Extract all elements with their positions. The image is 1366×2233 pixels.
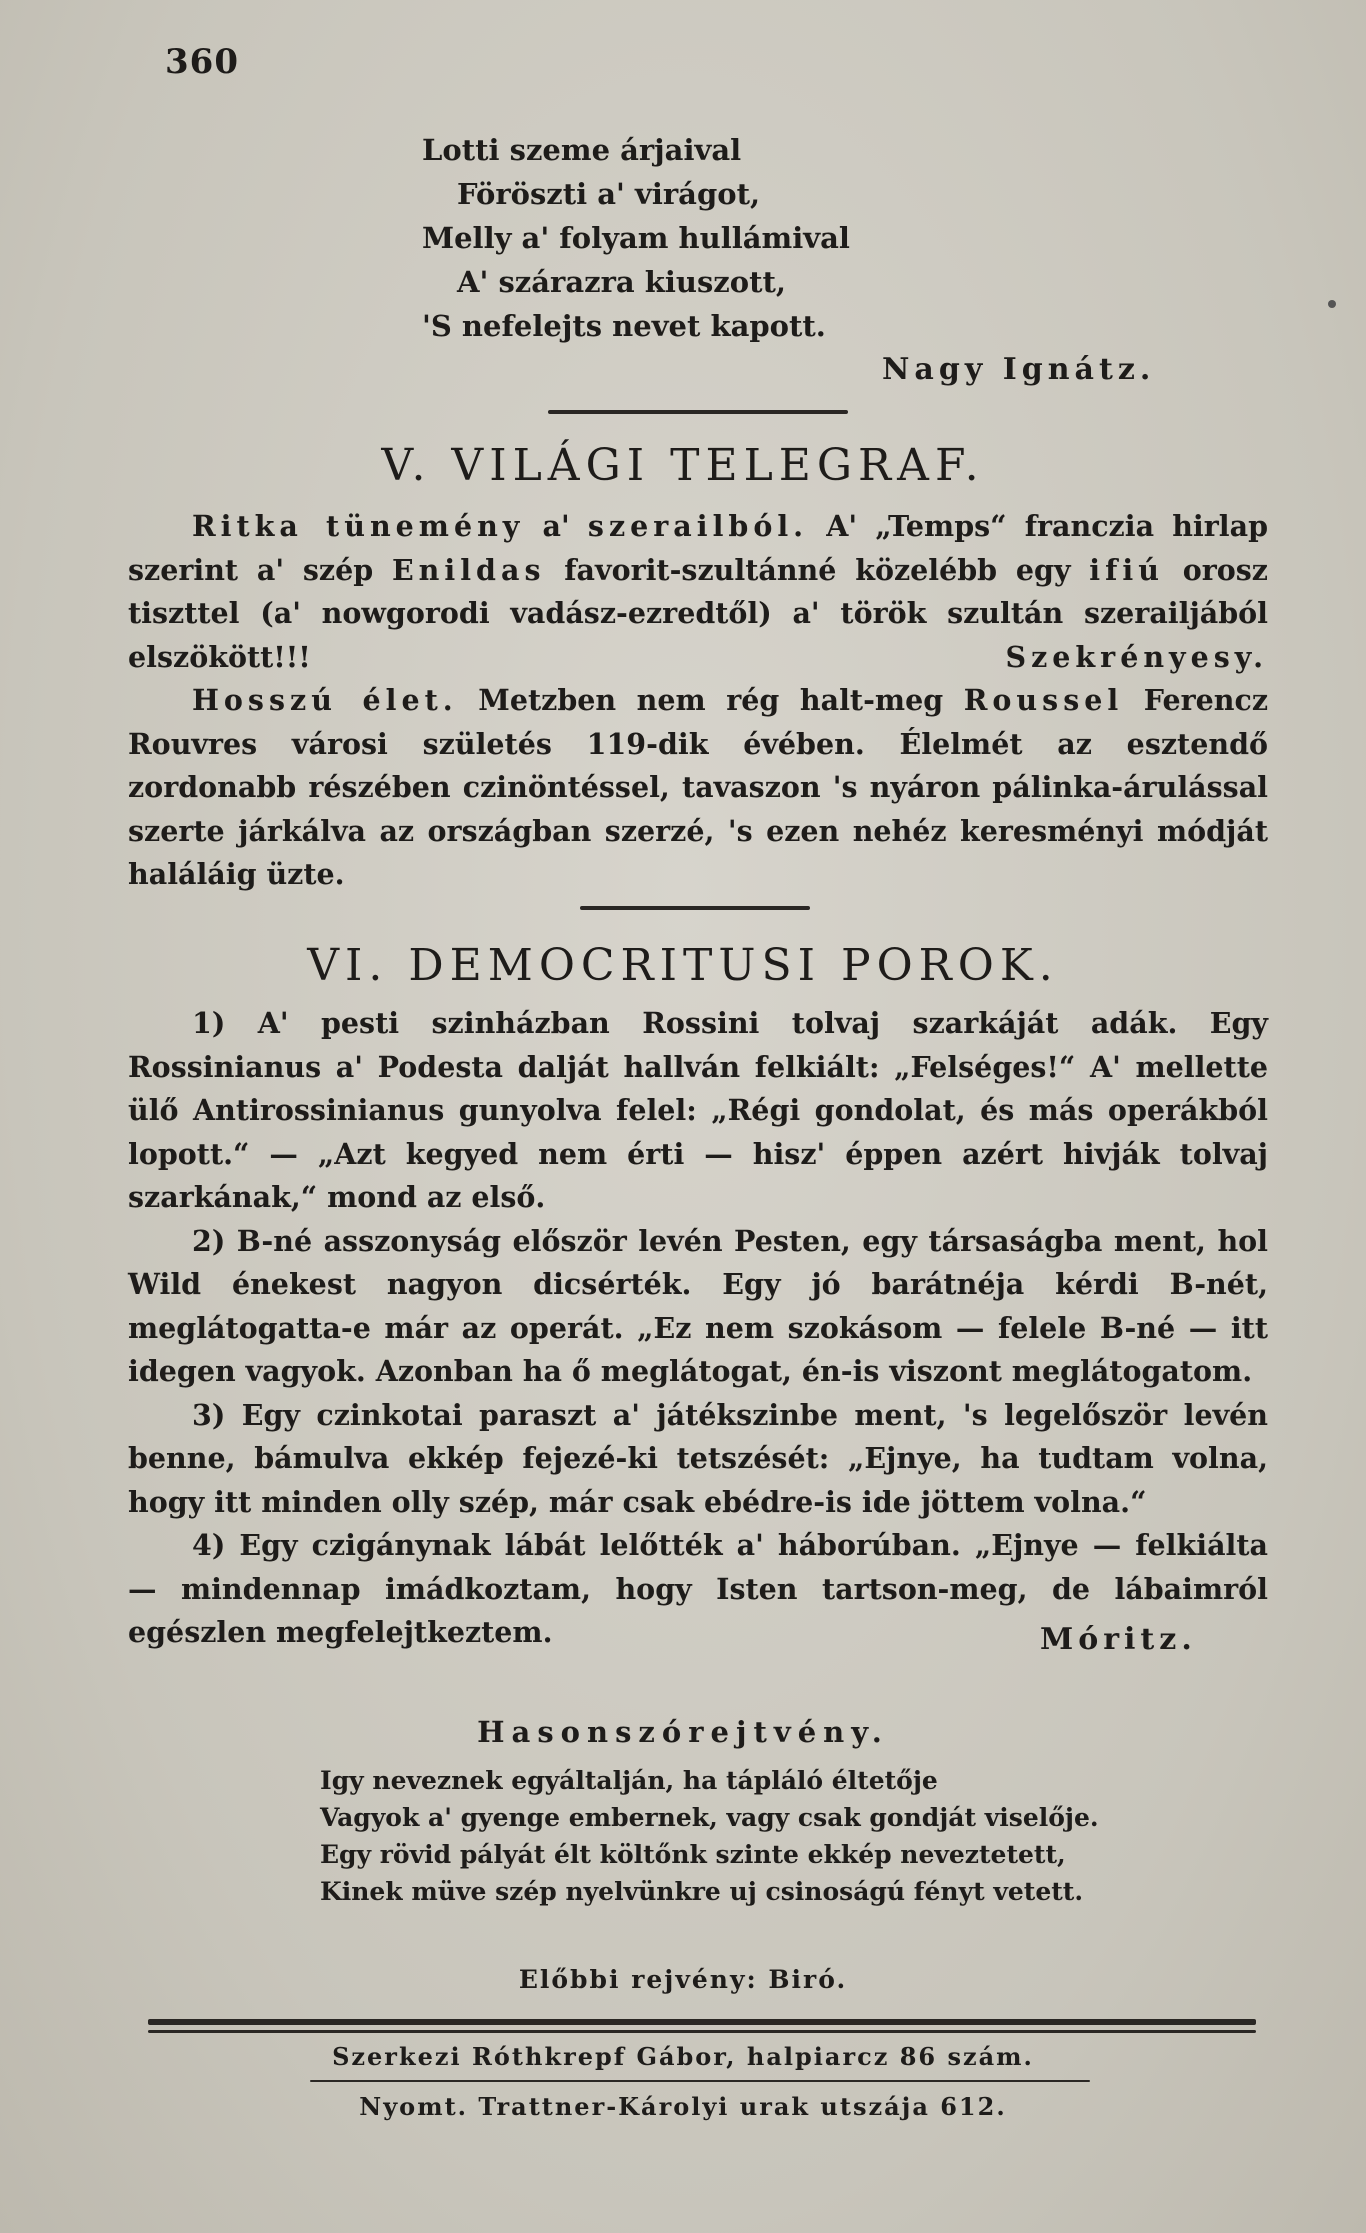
item-text: ifiú xyxy=(1089,552,1164,587)
item-lead: Hosszú élet. xyxy=(192,683,458,717)
anecdote: 4) Egy czigánynak lábát lelőtték a' háborúban. „Ejnye — felkiálta — mindennap imádkoztam, hogy Isten tartson-meg, de lábaimról egészlen megfelejtkeztem. xyxy=(128,1528,1268,1649)
poem-line: Lotti szeme árjaival xyxy=(422,133,742,167)
item-text: szerailból. xyxy=(587,509,809,543)
poem xyxy=(422,128,850,348)
footer-rule xyxy=(148,2019,1256,2025)
poem-line: Föröszti a' virágot, xyxy=(457,177,761,211)
riddle-line: Igy neveznek egyáltalján, ha tápláló éltetője xyxy=(320,1766,938,1795)
section-title: VI. DEMOCRITUSI POROK. xyxy=(307,940,1059,991)
divider xyxy=(548,410,848,414)
anecdotes xyxy=(128,1002,1268,1655)
poem-line: Melly a' folyam hullámival xyxy=(422,221,850,255)
item-text: Metzben nem rég halt-meg xyxy=(457,683,964,717)
telegraf-item xyxy=(128,505,1268,897)
item-text: a' xyxy=(524,509,588,543)
item-text: Ferencz Rouvres városi születés 119-dik évében. Élelmét az esztendő zordonabb részében czinöntéssel, tavaszon 's nyáron pálinka-árulással szerte járkálva az országban szerzé, 's ezen nehéz keresményi módját haláláig üzte. xyxy=(128,683,1268,891)
previous-riddle-answer: Előbbi rejvény: Biró. xyxy=(518,1965,848,1994)
editor-line: Szerkezi Róthkrepf Gábor, halpiarcz 86 szám. xyxy=(332,2042,1034,2071)
item-lead: Ritka tünemény xyxy=(192,509,525,543)
item-text: Enildas xyxy=(391,552,546,587)
item-text: Roussel xyxy=(963,683,1124,717)
item-text: favorit-szultánné közelébb egy xyxy=(545,552,1090,587)
footer-rule xyxy=(310,2080,1090,2082)
riddle-title: Hasonszórejtvény. xyxy=(477,1715,889,1749)
item-text: orosz tiszttel (a' nowgorodi vadász-ezredtől) a' török szultán szerailjából elszökött!!! xyxy=(128,552,1268,674)
poem-line: A' szárazra kiuszott, xyxy=(457,265,786,299)
riddle-line: Egy rövid pályát élt költőnk szinte ekkép neveztetett, xyxy=(320,1840,1066,1869)
item-author: Szekrényesy. xyxy=(1005,639,1268,674)
section-title: V. VILÁGI TELEGRAF. xyxy=(381,440,985,491)
poem-author: Nagy Ignátz. xyxy=(882,352,1156,387)
paper-speck xyxy=(1328,300,1336,308)
riddle-line: Vagyok a' gyenge embernek, vagy csak gondját viselője. xyxy=(320,1803,1099,1832)
divider xyxy=(580,906,810,910)
poem-line: 'S nefelejts nevet kapott. xyxy=(422,309,826,343)
riddle xyxy=(320,1762,1099,1910)
footer-rule xyxy=(148,2030,1256,2033)
printer-line: Nyomt. Trattner-Károlyi urak utszája 612. xyxy=(359,2092,1007,2121)
anecdote: 3) Egy czinkotai paraszt a' játékszinbe ment, 's legelőször levén benne, bámulva ekkép fejezé-ki tetszését: „Ejnye, ha tudtam volna, hogy itt minden olly szép, már csak ebédre-is ide jöttem volna.“ xyxy=(128,1397,1268,1519)
riddle-line: Kinek müve szép nyelvünkre uj csinoságú fényt vetett. xyxy=(320,1877,1084,1906)
item-text: A' „Temps“ franczia hirlap szerint a' szép xyxy=(128,509,1268,587)
anecdotes-author: Móritz. xyxy=(1040,1622,1197,1657)
anecdote: 2) B-né asszonyság először levén Pesten, egy társaságba ment, hol Wild énekest nagyon dicsérték. Egy jó barátnéja kérdi B-nét, meglátogatta-e már az operát. „Ez nem szokásom — felele B-né — itt idegen vagyok. Azonban ha ő meglátogat, én-is viszont meglátogatom. xyxy=(128,1223,1268,1388)
page-number: 360 xyxy=(165,42,239,82)
anecdote: 1) A' pesti szinházban Rossini tolvaj szarkáját adák. Egy Rossinianus a' Podesta dalját hallván felkiált: „Felséges!“ A' mellette ülő Antirossinianus gunyolva felel: „Régi gondolat, és más operákból lopott.“ — „Azt kegyed nem érti — hisz' éppen azért hivják tolvaj szarkának,“ mond az első. xyxy=(128,1006,1268,1214)
